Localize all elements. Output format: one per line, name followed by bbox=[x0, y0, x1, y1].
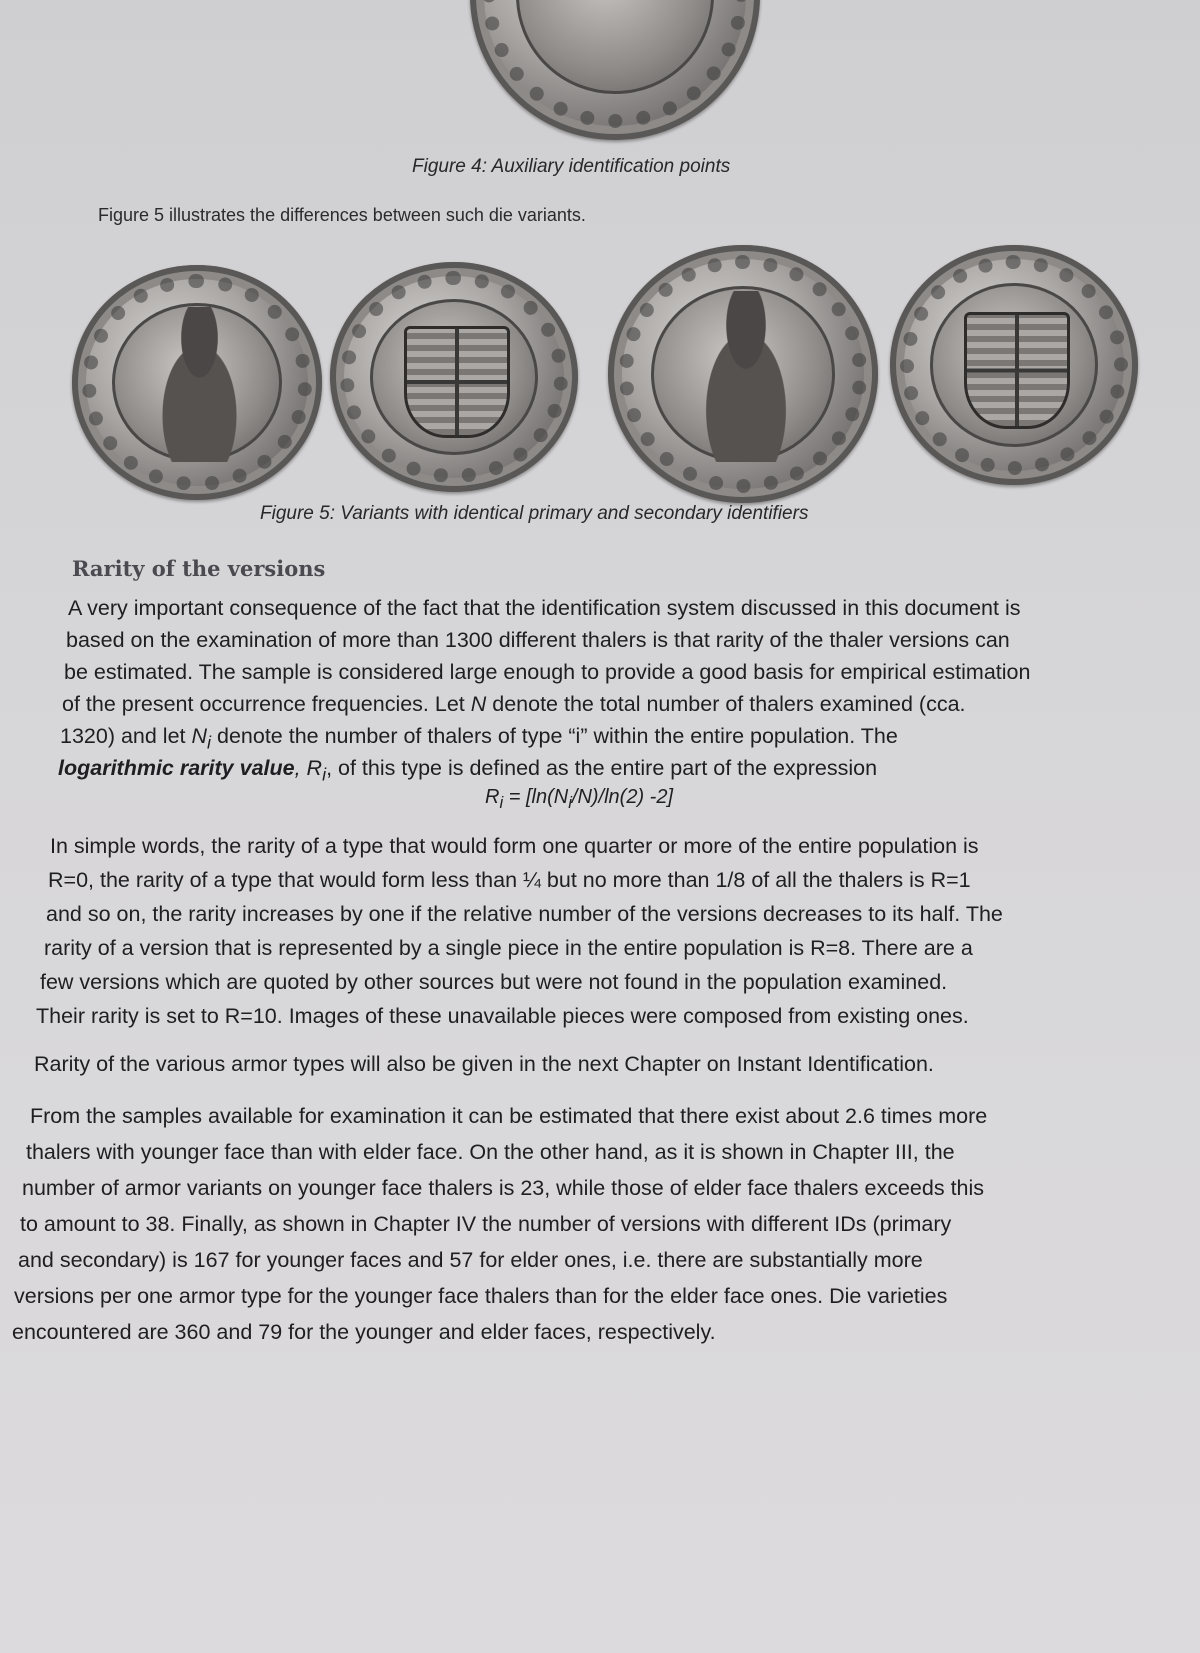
coin-reverse-1 bbox=[330, 262, 578, 492]
paragraph-line: to amount to 38. Finally, as shown in Chapter IV the number of versions with different IDs (primary bbox=[20, 1212, 952, 1236]
paragraph-line bbox=[58, 752, 877, 788]
rarity-formula bbox=[485, 786, 673, 813]
variable-ni bbox=[191, 724, 212, 753]
paragraph-line: encountered are 360 and 79 for the younger and elder faces, respectively. bbox=[12, 1320, 716, 1344]
formula-subscript: i bbox=[499, 793, 504, 812]
text-run: denote the total number of thalers examined (cca. bbox=[486, 692, 966, 716]
paragraph-line: based on the examination of more than 1300 different thalers is that rarity of the thaler versions can bbox=[66, 628, 1010, 652]
paragraph-line: A very important consequence of the fact that the identification system discussed in this document is bbox=[68, 596, 1021, 620]
text-run: 1320) and let bbox=[60, 724, 192, 748]
coat-of-arms-shield bbox=[404, 326, 509, 438]
coin-obverse-1 bbox=[72, 265, 322, 500]
figure-5-caption: Figure 5: Variants with identical primary and secondary identifiers bbox=[260, 503, 809, 524]
paragraph-line: and secondary) is 167 for younger faces and 57 for elder ones, i.e. there are substantially more bbox=[18, 1248, 923, 1272]
figure-4-caption: Figure 4: Auxiliary identification points bbox=[412, 156, 731, 177]
text-run: , of this type is defined as the entire part of the expression bbox=[326, 756, 878, 780]
paragraph-line: From the samples available for examination it can be estimated that there exist about 2.6 times more bbox=[30, 1104, 988, 1128]
paragraph-line: number of armor variants on younger face thalers is 23, while those of elder face thalers exceeds this bbox=[22, 1176, 985, 1200]
formula-part: /N)/ln(2) -2] bbox=[571, 786, 674, 808]
paragraph-line bbox=[62, 688, 966, 720]
paragraph-line: and so on, the rarity increases by one if the relative number of the versions decreases to its half. The bbox=[46, 902, 1003, 926]
section-heading: Rarity of the versions bbox=[72, 556, 326, 581]
variable-ri bbox=[294, 756, 327, 785]
portrait-bust bbox=[684, 291, 808, 461]
defined-term: logarithmic rarity value bbox=[58, 756, 295, 780]
formula-part: = [ln(N bbox=[503, 786, 569, 808]
paragraph-line: be estimated. The sample is considered large enough to provide a good basis for empirical estimation bbox=[64, 660, 1031, 684]
paragraph-line bbox=[60, 720, 898, 756]
variable-subscript: i bbox=[207, 732, 212, 753]
paragraph-line: thalers with younger face than with elder face. On the other hand, as it is shown in Chapter III, the bbox=[26, 1140, 955, 1164]
coin-reverse-2 bbox=[890, 245, 1138, 485]
paragraph-line: rarity of a version that is represented by a single piece in the entire population is R=8. There are a bbox=[44, 936, 973, 960]
coin-obverse-2 bbox=[608, 245, 878, 503]
paragraph-line: versions per one armor type for the younger face thalers than for the elder face ones. Die varieties bbox=[14, 1284, 948, 1308]
coat-of-arms-shield bbox=[964, 312, 1069, 428]
variable-symbol: , R bbox=[294, 756, 323, 780]
paragraph-line: R=0, the rarity of a type that would form less than ¼ but no more than 1/8 of all the thalers is R=1 bbox=[48, 868, 971, 892]
formula-subscript: i bbox=[568, 793, 572, 812]
variable-subscript: i bbox=[322, 764, 327, 785]
coin-top-fragment bbox=[470, 0, 760, 140]
formula-symbol: R bbox=[485, 786, 500, 808]
text-run: denote the number of thalers of type “i” within the entire population. The bbox=[211, 724, 898, 748]
paragraph-line: few versions which are quoted by other sources but were not found in the population examined. bbox=[40, 970, 948, 994]
figure-5-intro: Figure 5 illustrates the differences between such die variants. bbox=[98, 205, 586, 225]
paragraph-line: In simple words, the rarity of a type that would form one quarter or more of the entire population is bbox=[50, 834, 979, 858]
variable-symbol: N bbox=[191, 724, 208, 748]
variable-n: N bbox=[470, 692, 487, 716]
paragraph-3: Rarity of the various armor types will also be given in the next Chapter on Instant Identification. bbox=[34, 1052, 934, 1076]
paragraph-line: Their rarity is set to R=10. Images of these unavailable pieces were composed from existing ones. bbox=[36, 1004, 969, 1028]
portrait-bust bbox=[142, 307, 257, 462]
text-run: of the present occurrence frequencies. Let bbox=[62, 692, 471, 716]
